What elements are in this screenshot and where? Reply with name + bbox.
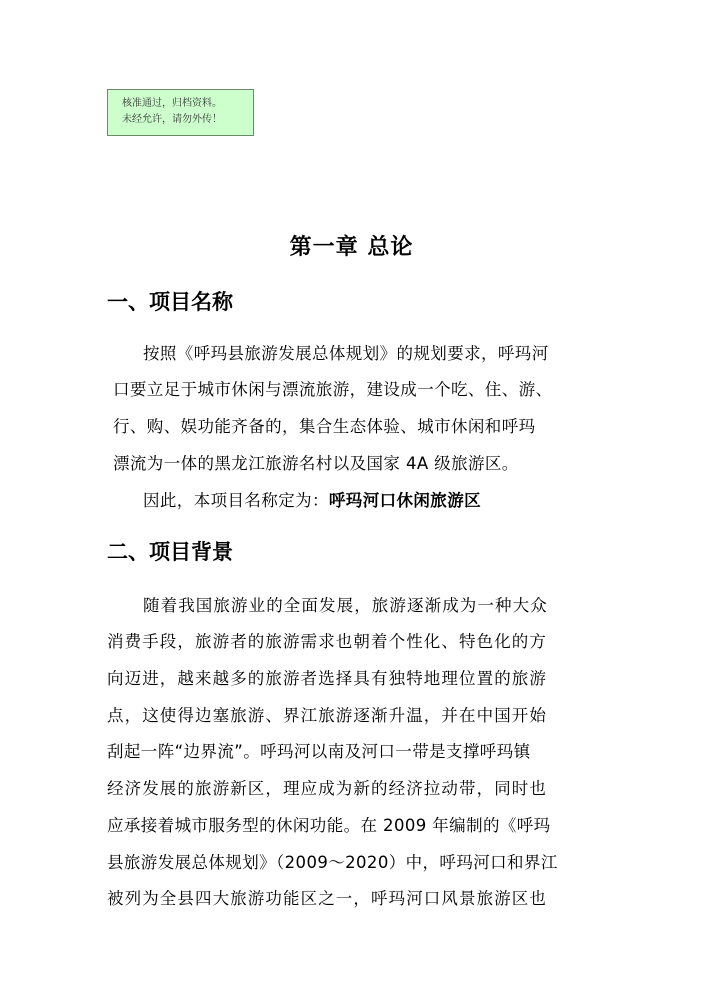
- paragraph-line: 刮起一阵“边界流”。呼玛河以南及河口一带是支撑呼玛镇: [107, 742, 531, 761]
- section-heading-project-background: 二、项目背景: [107, 540, 233, 564]
- stamp-line-2: 未经允许，请勿外传！: [122, 114, 222, 125]
- paragraph-line: 点，这使得边塞旅游、界江旅游逐渐升温，并在中国开始: [107, 706, 547, 725]
- chapter-title: 第一章 总论: [289, 235, 414, 260]
- paragraph-line: 消费手段，旅游者的旅游需求也朝着个性化、特色化的方: [107, 632, 547, 651]
- paragraph-line: 被列为全县四大旅游功能区之一，呼玛河口风景旅游区也: [107, 889, 547, 908]
- paragraph-line: 应承接着城市服务型的休闲功能。在 2009 年编制的《呼玛: [107, 816, 551, 835]
- paragraph-line: 经济发展的旅游新区，理应成为新的经济拉动带，同时也: [107, 779, 547, 798]
- project-name-line: [143, 487, 481, 511]
- paragraph-line: 向迈进，越来越多的旅游者选择具有独特地理位置的旅游: [107, 669, 547, 688]
- project-name-prefix: 因此，本项目名称定为：: [143, 491, 329, 510]
- paragraph-line: 按照《呼玛县旅游发展总体规划》的规划要求，呼玛河: [143, 344, 549, 363]
- approval-stamp: [107, 89, 254, 136]
- paragraph-line: 县旅游发展总体规划》（2009～2020）中，呼玛河口和界江: [107, 853, 558, 872]
- paragraph-line: 随着我国旅游业的全面发展，旅游逐渐成为一种大众: [143, 596, 548, 615]
- project-name-value: 呼玛河口休闲旅游区: [328, 491, 482, 510]
- section-heading-project-name: 一、项目名称: [107, 290, 233, 314]
- stamp-line-1: 核准通过，归档资料。: [122, 98, 222, 109]
- paragraph-line: 漂流为一体的黑龙江旅游名村以及国家 4A 级旅游区。: [113, 454, 519, 473]
- paragraph-line: 口要立足于城市休闲与漂流旅游，建设成一个吃、住、游、: [113, 380, 553, 399]
- paragraph-line: 行、购、娱功能齐备的，集合生态体验、城市休闲和呼玛: [113, 417, 536, 436]
